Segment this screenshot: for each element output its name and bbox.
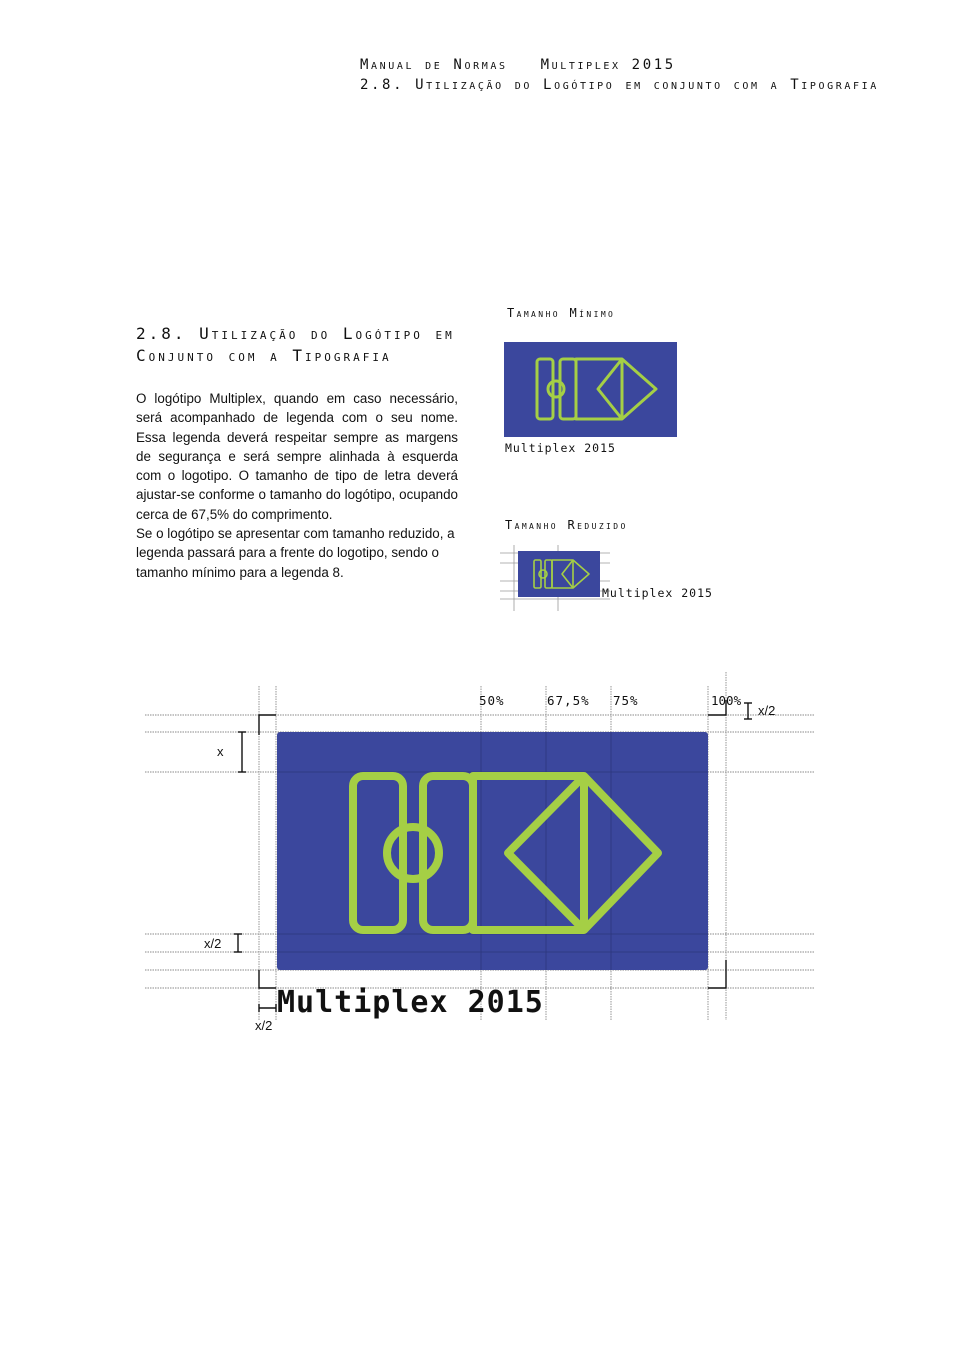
section-title-line1: 2.8. Utilização do Logótipo em (136, 324, 455, 343)
half-measure-label-bottom: x/2 (255, 1018, 273, 1033)
header-subtitle: 2.8. Utilização do Logótipo em conjunto com a Tipografia (360, 77, 879, 93)
pct-100-label: 100% (711, 693, 742, 708)
reduced-size-label: Tamanho Reduzido (505, 518, 628, 532)
large-caption: Multiplex 2015 (277, 985, 544, 1020)
minimum-size-label: Tamanho Mínimo (507, 306, 616, 320)
half-measure-label-right: x/2 (758, 703, 776, 718)
half-measure-label-left: x/2 (204, 936, 222, 951)
x-measure-label: x (217, 744, 224, 759)
pct-675-label: 67,5% (547, 693, 590, 708)
section-title-line2: Conjunto com a Tipografia (136, 346, 392, 365)
header-title: Manual de Normas Multiplex 2015 (360, 57, 676, 73)
body-paragraph-1: O logótipo Multiplex, quando em caso necessário, será acompanhado de legenda com o seu nome. Essa legenda deverá respeitar sempre as margens de segurança e será sempre alinhada à esquerda com o logotipo. O tamanho de tipo de letra deverá ajustar-se conforme o tamanho do logótipo, ocupando cerca de 67,5% do comprimento. (136, 391, 458, 522)
pct-50-label: 50% (479, 693, 505, 708)
body-paragraph-2: Se o logótipo se apresentar com tamanho reduzido, a legenda passará para a frente do logotipo, sendo o tamanho mínimo para a legenda 8. (136, 526, 455, 580)
pct-75-label: 75% (613, 693, 639, 708)
reduced-size-caption: Multiplex 2015 (602, 586, 713, 600)
minimum-size-caption: Multiplex 2015 (505, 441, 616, 455)
